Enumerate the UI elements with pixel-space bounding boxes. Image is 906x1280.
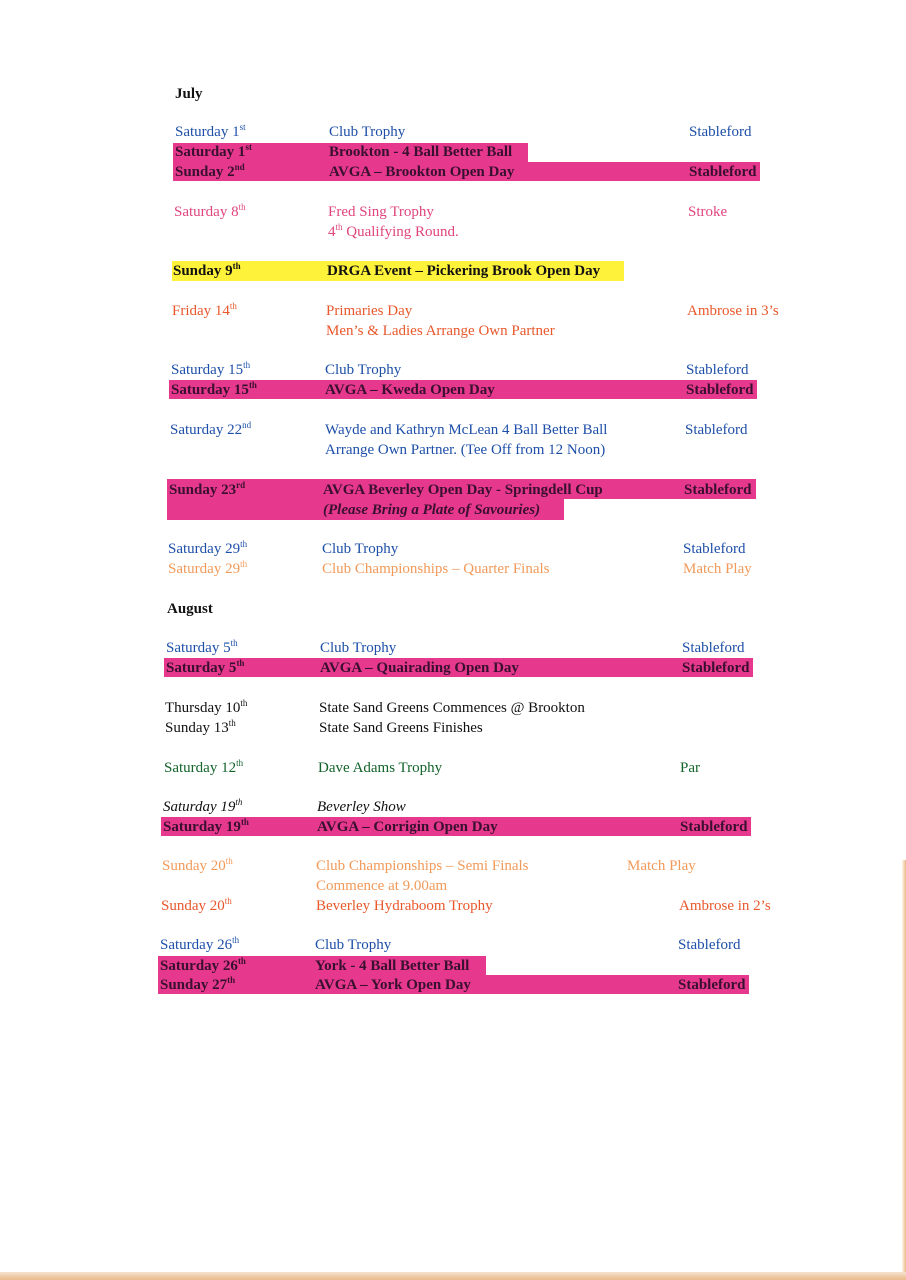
event-name: Wayde and Kathryn McLean 4 Ball Better Ball: [325, 422, 608, 438]
event-date: Saturday 15th: [171, 360, 251, 378]
event-row-highlighted: [171, 380, 771, 400]
event-date: Saturday 26th: [160, 935, 240, 953]
event-name: Club Championships – Semi Finals: [316, 858, 529, 874]
event-date: Saturday 5th: [166, 658, 245, 676]
event-row: [170, 420, 790, 440]
event-row-highlighted: [173, 261, 773, 281]
event-format: Match Play: [683, 561, 752, 577]
event-format: Stableford: [686, 382, 754, 398]
event-date: Saturday 5th: [166, 638, 238, 656]
event-row: [171, 360, 771, 380]
event-format: Stableford: [682, 660, 750, 676]
event-date: Saturday 12th: [164, 758, 244, 776]
event-name: State Sand Greens Finishes: [319, 720, 483, 736]
event-format: Ambrose in 2’s: [679, 898, 771, 914]
event-row-highlighted: [166, 658, 766, 678]
event-date: Saturday 22nd: [170, 420, 252, 438]
event-name: Beverley Show: [317, 799, 406, 815]
event-format: Stableford: [686, 362, 749, 378]
event-date: Saturday 8th: [174, 202, 246, 220]
event-row: [162, 856, 762, 876]
event-row: [166, 638, 766, 658]
event-row: [165, 718, 765, 738]
event-date: Sunday 20th: [162, 856, 233, 874]
event-row: [175, 122, 775, 142]
event-name: Club Trophy: [325, 362, 402, 378]
event-row: [165, 698, 765, 718]
event-date: Thursday 10th: [165, 698, 248, 716]
event-format: Stableford: [682, 640, 745, 656]
event-row: [160, 935, 760, 955]
event-format: Stableford: [683, 541, 746, 557]
event-name: State Sand Greens Commences @ Brookton: [319, 700, 585, 716]
event-name: Brookton - 4 Ball Better Ball: [329, 144, 513, 160]
event-date: Sunday 27th: [160, 975, 236, 993]
event-format: Stableford: [678, 937, 741, 953]
event-name: Club Trophy: [320, 640, 397, 656]
event-name: Fred Sing Trophy: [328, 204, 434, 220]
month-heading-august: August: [167, 601, 213, 617]
event-name: Club Trophy: [329, 124, 406, 140]
event-date: Saturday 19th: [163, 817, 249, 835]
event-date: Sunday 9th: [173, 261, 241, 279]
page-edge-shadow: [0, 1272, 906, 1280]
event-date: Sunday 20th: [161, 896, 232, 914]
event-date: Saturday 26th: [160, 956, 246, 974]
event-format: Stableford: [685, 422, 748, 438]
event-row: [161, 896, 801, 916]
event-date: Sunday 13th: [165, 718, 236, 736]
event-format: Stableford: [684, 482, 752, 498]
event-format: Stableford: [689, 164, 757, 180]
event-date: Saturday 29th: [168, 559, 248, 577]
event-date: Saturday 19th: [163, 797, 243, 815]
event-row: [168, 539, 768, 559]
event-format: Stableford: [678, 977, 746, 993]
event-name: Dave Adams Trophy: [318, 760, 443, 776]
event-date: Sunday 23rd: [169, 480, 246, 498]
event-name: AVGA – Corrigin Open Day: [317, 819, 498, 835]
event-name: Club Trophy: [322, 541, 399, 557]
event-name: Beverley Hydraboom Trophy: [316, 898, 493, 914]
event-name: AVGA Beverley Open Day - Springdell Cup: [323, 482, 603, 498]
event-name: AVGA – Quairading Open Day: [320, 660, 519, 676]
event-row-highlighted: [163, 817, 763, 837]
event-name: AVGA – Brookton Open Day: [329, 164, 515, 180]
event-row-highlighted: [175, 162, 775, 182]
event-name: AVGA – Kweda Open Day: [325, 382, 495, 398]
event-format: Ambrose in 3’s: [687, 303, 779, 319]
event-name: AVGA – York Open Day: [315, 977, 471, 993]
event-row-highlighted: [160, 975, 760, 995]
event-date: Saturday 29th: [168, 539, 248, 557]
event-date: Saturday 15th: [171, 380, 257, 398]
event-row-highlighted: [160, 956, 760, 976]
event-name: Primaries Day: [326, 303, 413, 319]
event-note: Men’s & Ladies Arrange Own Partner: [326, 323, 555, 339]
event-format: Par: [680, 760, 700, 776]
event-format: Match Play: [627, 858, 696, 874]
event-row: [172, 301, 802, 321]
event-date: Saturday 1st: [175, 142, 252, 160]
event-row: [163, 797, 763, 817]
event-name: Club Trophy: [315, 937, 392, 953]
event-row: [168, 559, 768, 579]
event-format: Stroke: [688, 204, 728, 220]
event-row-highlighted: [175, 142, 775, 162]
event-date: Sunday 2nd: [175, 162, 245, 180]
event-name: DRGA Event – Pickering Brook Open Day: [327, 263, 601, 279]
event-note: (Please Bring a Plate of Savouries): [323, 502, 541, 518]
month-heading-july: July: [175, 86, 203, 102]
event-format: Stableford: [680, 819, 748, 835]
page-edge-shadow: [902, 860, 906, 1280]
event-date: Saturday 1st: [175, 122, 246, 140]
event-row-highlighted: [169, 480, 769, 500]
event-name: Club Championships – Quarter Finals: [322, 561, 550, 577]
event-row: [164, 758, 764, 778]
event-format: Stableford: [689, 124, 752, 140]
event-note: Arrange Own Partner. (Tee Off from 12 Noon): [325, 442, 606, 458]
event-row: [174, 202, 774, 222]
event-note: 4th Qualifying Round.: [328, 222, 459, 240]
event-date: Friday 14th: [172, 301, 237, 319]
event-name: York - 4 Ball Better Ball: [315, 958, 470, 974]
event-note: Commence at 9.00am: [316, 878, 448, 894]
